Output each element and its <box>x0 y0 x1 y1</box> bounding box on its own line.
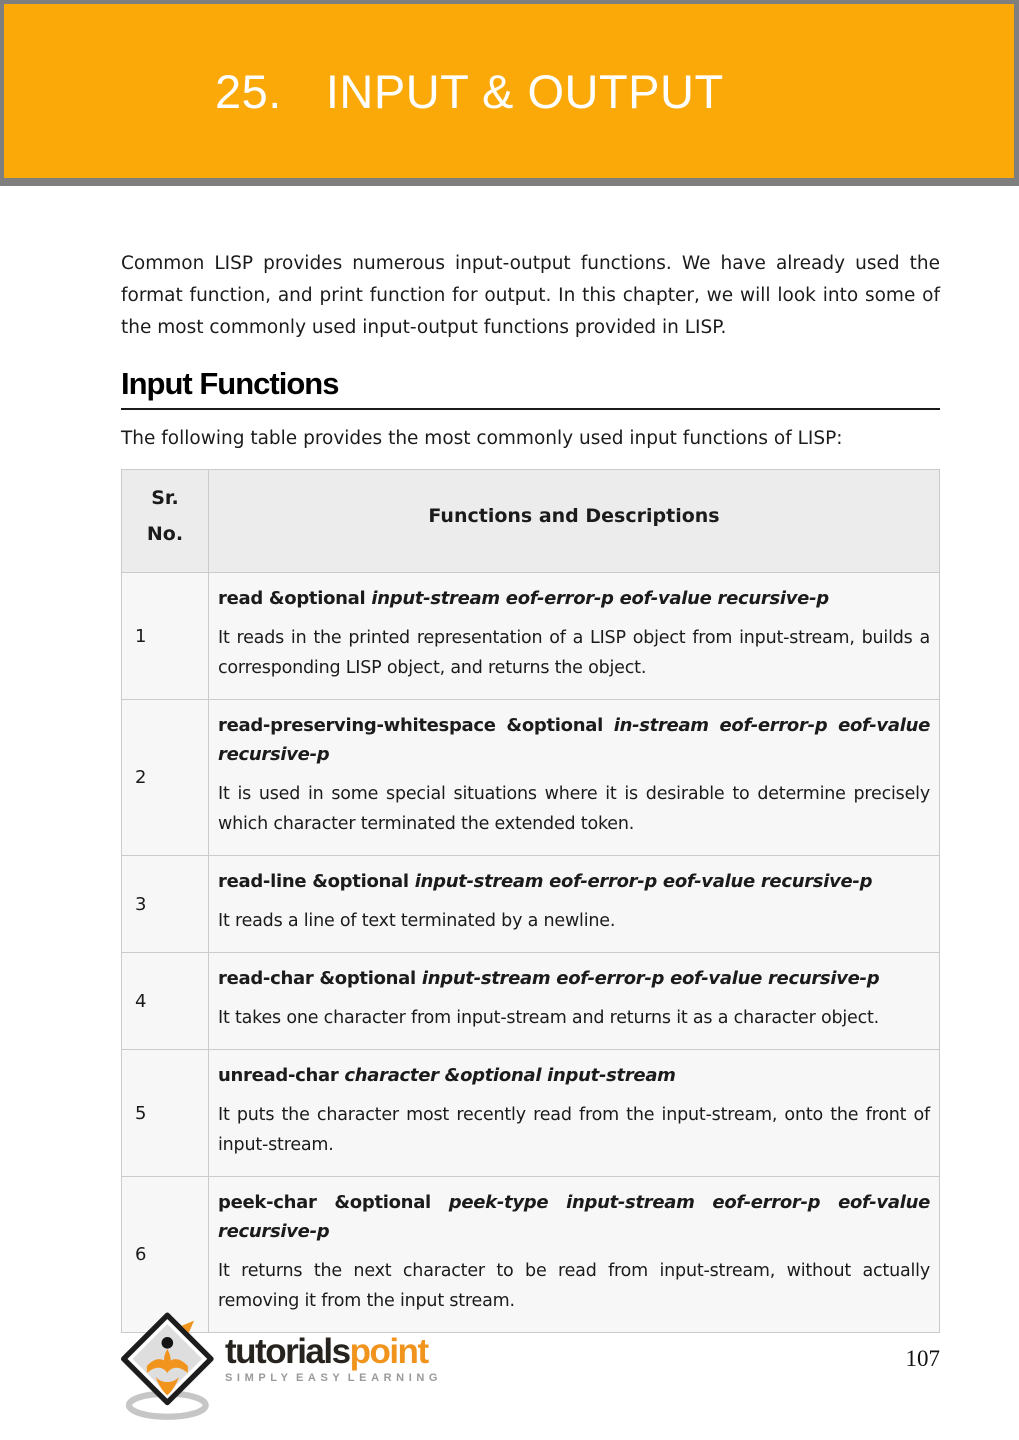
chapter-number: 25. <box>215 64 282 118</box>
row-content-cell <box>209 1177 940 1333</box>
brand-point: point <box>349 1331 428 1371</box>
logo-brand-text <box>225 1331 442 1371</box>
function-description: It is used in some special situations where it is desirable to determine precisely which character terminated the extended token. <box>218 784 930 834</box>
signature-params: in-stream eof-error-p eof-value recursive-p <box>218 715 931 765</box>
function-description: It reads a line of text terminated by a newline. <box>218 911 616 931</box>
table-header-sr-line2: No. <box>146 523 184 545</box>
row-number-cell: 3 <box>122 856 209 953</box>
table-header-sr-line1: Sr. <box>151 487 179 509</box>
signature-name: read-char &optional <box>218 968 416 989</box>
row-content-cell <box>209 1050 940 1177</box>
signature-params: input-stream eof-error-p eof-value recursive-p <box>371 588 829 609</box>
row-content-cell <box>209 953 940 1050</box>
row-number-cell: 5 <box>122 1050 209 1177</box>
function-signature <box>218 867 930 896</box>
table-header-functions: Functions and Descriptions <box>209 470 940 573</box>
row-number-cell: 4 <box>122 953 209 1050</box>
chapter-banner <box>0 0 1019 186</box>
signature-params: peek-type input-stream eof-error-p eof-value recursive-p <box>218 1192 931 1242</box>
function-signature <box>218 711 930 769</box>
page-footer <box>121 1312 940 1420</box>
tutorialspoint-diamond-icon <box>121 1312 219 1420</box>
chapter-name: INPUT & OUTPUT <box>325 64 724 118</box>
function-signature <box>218 1061 930 1090</box>
signature-name: read &optional <box>218 588 366 609</box>
tutorialspoint-logo <box>121 1312 442 1420</box>
function-signature <box>218 584 930 613</box>
table-row <box>122 1177 940 1333</box>
signature-name: read-preserving-whitespace &optional <box>218 715 603 736</box>
intro-paragraph: Common LISP provides numerous input-output functions. We have already used the format function, and print function for output. In this chapter, we will look into some of the most commonly used input-output functions provided in LISP. <box>121 253 940 338</box>
section-heading: Input Functions <box>121 366 940 410</box>
signature-params: input-stream eof-error-p eof-value recursive-p <box>414 871 873 892</box>
function-description: It takes one character from input-stream and returns it as a character object. <box>218 1008 880 1028</box>
function-signature <box>218 964 930 993</box>
table-row <box>122 856 940 953</box>
signature-name: read-line &optional <box>218 871 409 892</box>
signature-params: character &optional input-stream <box>344 1065 676 1086</box>
row-content-cell <box>209 856 940 953</box>
row-number-cell: 2 <box>122 700 209 856</box>
table-row <box>122 953 940 1050</box>
function-description: It reads in the printed representation of a LISP object from input-stream, builds a corresponding LISP object, and returns the object. <box>218 628 930 678</box>
row-content-cell <box>209 573 940 700</box>
table-row <box>122 700 940 856</box>
row-number-cell: 1 <box>122 573 209 700</box>
signature-name: peek-char &optional <box>218 1192 431 1213</box>
table-header-sr <box>122 470 209 573</box>
table-row <box>122 1050 940 1177</box>
chapter-title <box>4 64 724 119</box>
signature-params: input-stream eof-error-p eof-value recursive-p <box>421 968 880 989</box>
table-header-row <box>122 470 940 573</box>
table-row <box>122 573 940 700</box>
function-signature <box>218 1188 930 1246</box>
row-number-cell: 6 <box>122 1177 209 1333</box>
page-number: 107 <box>905 1346 940 1371</box>
brand-tutorials: tutorials <box>225 1331 350 1371</box>
logo-wordmark <box>225 1331 443 1384</box>
page-content <box>0 248 1019 1333</box>
function-description: It returns the next character to be read from input-stream, without actually removing it from the input stream. <box>218 1261 930 1311</box>
logo-tagline: SIMPLY EASY LEARNING <box>225 1371 443 1384</box>
function-description: It puts the character most recently read from the input-stream, onto the front of input-stream. <box>218 1105 930 1155</box>
section-subtext: The following table provides the most commonly used input functions of LISP: <box>121 428 843 449</box>
row-content-cell <box>209 700 940 856</box>
input-functions-table <box>121 469 940 1333</box>
signature-name: unread-char <box>218 1065 339 1086</box>
